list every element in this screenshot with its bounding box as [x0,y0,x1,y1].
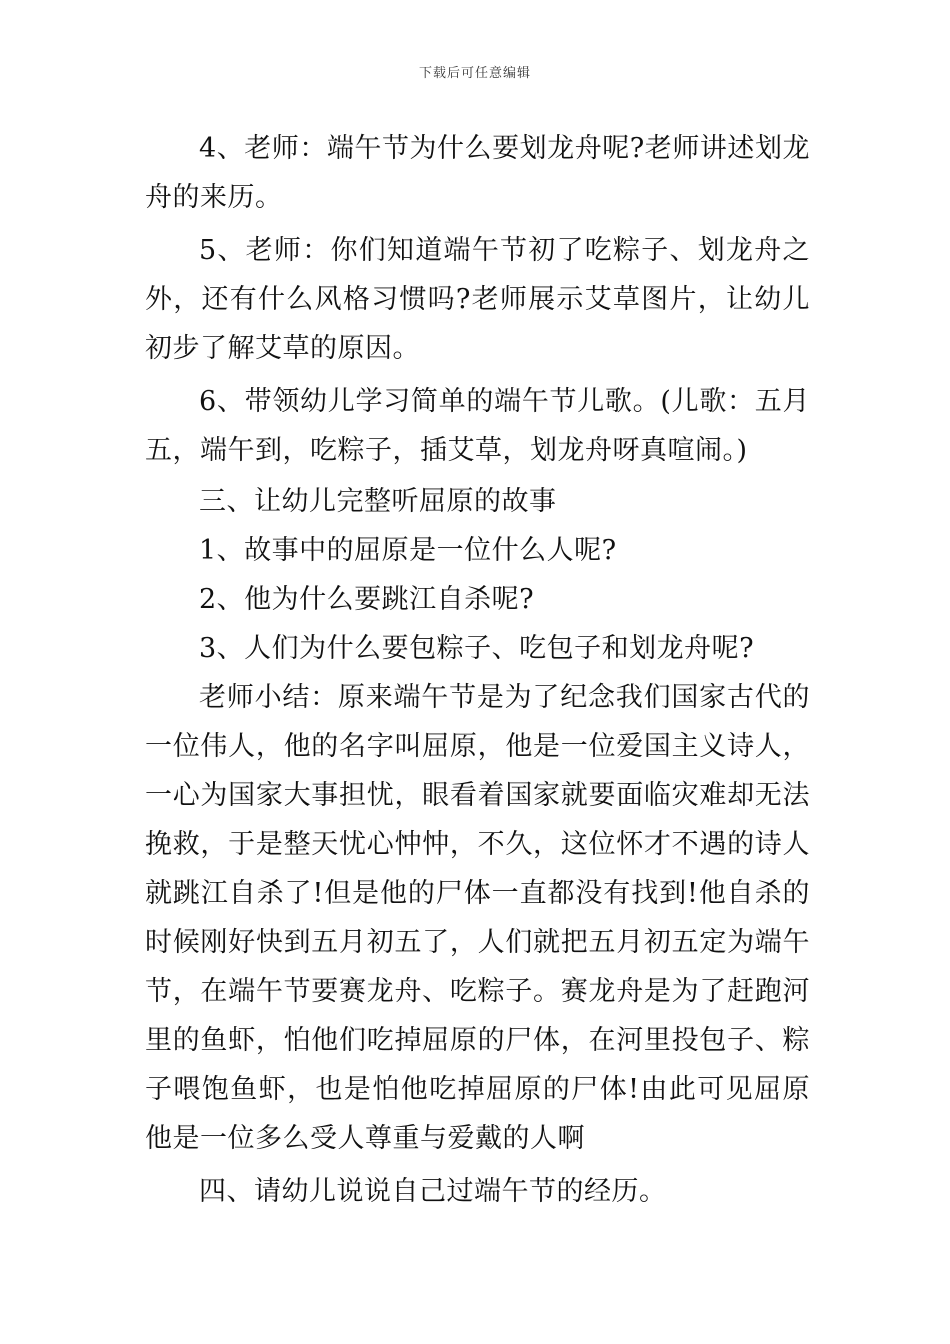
paragraph-step-6: 6、带领幼儿学习简单的端午节儿歌。(儿歌：五月五，端午到，吃粽子，插艾草，划龙舟呀真喧闹。) [145,386,810,466]
question-3: 3、人们为什么要包粽子、吃包子和划龙舟呢? [199,633,755,664]
question-2: 2、他为什么要跳江自杀呢? [199,584,535,615]
paragraph-step-4: 4、老师：端午节为什么要划龙舟呢?老师讲述划龙舟的来历。 [145,133,810,213]
question-1: 1、故事中的屈原是一位什么人呢? [199,535,617,566]
teacher-summary: 老师小结：原来端午节是为了纪念我们国家古代的一位伟人，他的名字叫屈原，他是一位爱国主义诗人，一心为国家大事担忧，眼看着国家就要面临灾难却无法挽救，于是整天忧心忡忡，不久，这位怀才不遇的诗人就跳江自杀了!但是他的尸体一直都没有找到!他自杀的时候刚好快到五月初五了，人们就把五月初五定为端午节，在端午节要赛龙舟、吃粽子。赛龙舟是为了赶跑河里的鱼虾，怕他们吃掉屈原的尸体，在河里投包子、粽子喂饱鱼虾，也是怕他吃掉屈原的尸体!由此可见屈原他是一位多么受人尊重与爱戴的人啊 [145,682,810,1154]
paragraph-step-5: 5、老师：你们知道端午节初了吃粽子、划龙舟之外，还有什么风格习惯吗?老师展示艾草图片，让幼儿初步了解艾草的原因。 [145,235,810,364]
page-header-watermark: 下载后可任意编辑 [418,66,531,81]
document-body [145,124,810,1216]
section-heading-three: 三、让幼儿完整听屈原的故事 [199,486,557,517]
section-heading-four: 四、请幼儿说说自己过端午节的经历。 [199,1176,667,1207]
